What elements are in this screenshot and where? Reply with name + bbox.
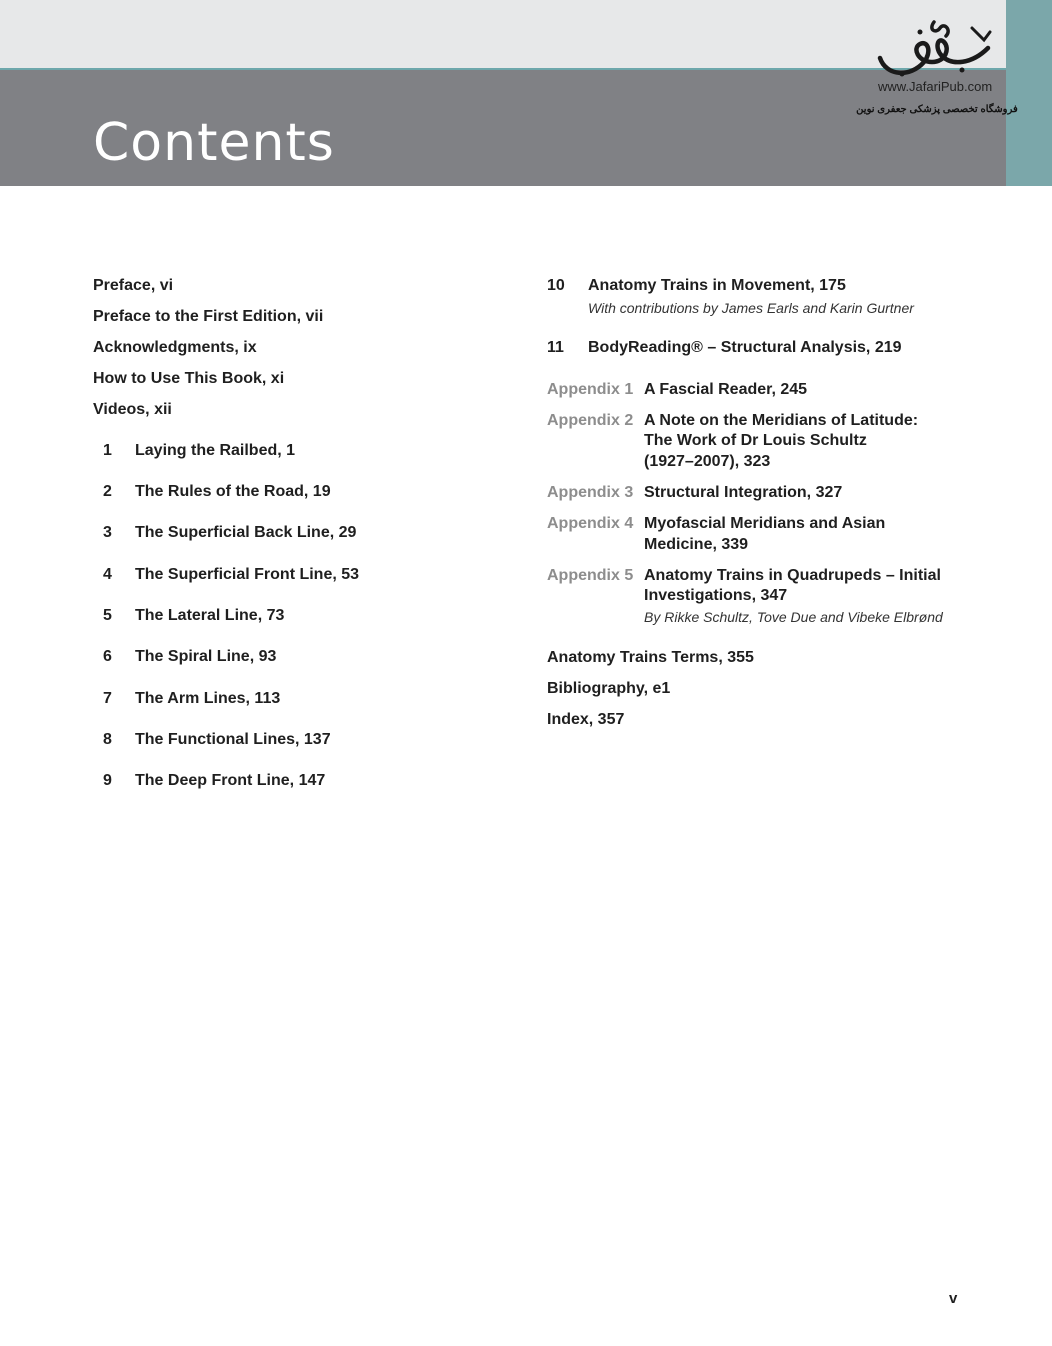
chapter-number: 3 xyxy=(103,524,112,541)
toc-entry-back-matter[interactable]: Bibliography, e1 xyxy=(547,680,671,697)
chapter-number: 11 xyxy=(547,339,564,356)
chapter-number: 4 xyxy=(103,566,112,583)
contributors-note: By Rikke Schultz, Tove Due and Vibeke Elbrønd xyxy=(644,609,943,625)
toc-entry-chapter[interactable]: The Spiral Line, 93 xyxy=(135,648,277,665)
appendix-label: Appendix 2 xyxy=(547,412,634,429)
toc-entry-appendix-continued[interactable]: The Work of Dr Louis Schultz xyxy=(644,432,867,449)
logo-tagline: فروشگاه تخصصی پزشکی جعفری نوین xyxy=(856,104,1018,115)
chapter-number: 10 xyxy=(547,277,565,294)
appendix-label: Appendix 4 xyxy=(547,515,634,532)
toc-entry-chapter[interactable]: The Functional Lines, 137 xyxy=(135,731,331,748)
chapter-number: 6 xyxy=(103,648,112,665)
logo-url-text: www.JafariPub.com xyxy=(878,79,993,94)
toc-entry-chapter[interactable]: Laying the Railbed, 1 xyxy=(135,442,296,459)
appendix-label: Appendix 5 xyxy=(547,567,634,584)
toc-entry-appendix[interactable]: Structural Integration, 327 xyxy=(644,484,843,501)
page-number: v xyxy=(949,1290,958,1307)
toc-entry-chapter[interactable]: The Deep Front Line, 147 xyxy=(135,772,326,789)
toc-entry-chapter[interactable]: The Superficial Front Line, 53 xyxy=(135,566,360,583)
toc-entry-back-matter[interactable]: Index, 357 xyxy=(547,711,625,728)
publisher-logo xyxy=(852,18,1022,122)
toc-entry-back-matter[interactable]: Anatomy Trains Terms, 355 xyxy=(547,649,754,666)
toc-entry-appendix-continued[interactable]: Medicine, 339 xyxy=(644,536,749,553)
chapter-number: 8 xyxy=(103,731,112,748)
chapter-number: 7 xyxy=(103,690,112,707)
toc-entry-appendix[interactable]: A Fascial Reader, 245 xyxy=(644,381,808,398)
toc-entry-front-matter[interactable]: How to Use This Book, xi xyxy=(93,370,285,387)
toc-entry-chapter[interactable]: The Rules of the Road, 19 xyxy=(135,483,331,500)
toc-entry-appendix-continued[interactable]: Investigations, 347 xyxy=(644,587,788,604)
calligraphy-logo-icon xyxy=(876,18,996,80)
chapter-number: 2 xyxy=(103,483,112,500)
appendix-label: Appendix 3 xyxy=(547,484,634,501)
toc-entry-appendix-continued[interactable]: (1927–2007), 323 xyxy=(644,453,771,470)
toc-entry-front-matter[interactable]: Videos, xii xyxy=(93,401,172,418)
chapter-number: 1 xyxy=(103,442,112,459)
toc-entry-front-matter[interactable]: Acknowledgments, ix xyxy=(93,339,257,356)
toc-entry-chapter[interactable]: The Lateral Line, 73 xyxy=(135,607,285,624)
contributors-note: With contributions by James Earls and Karin Gurtner xyxy=(588,300,914,316)
chapter-number: 5 xyxy=(103,607,112,624)
appendix-label: Appendix 1 xyxy=(547,381,634,398)
page-title: Contents xyxy=(93,113,335,173)
toc-entry-chapter[interactable]: The Superficial Back Line, 29 xyxy=(135,524,357,541)
toc-entry-front-matter[interactable]: Preface, vi xyxy=(93,277,174,294)
toc-entry-appendix[interactable]: Anatomy Trains in Quadrupeds – Initial xyxy=(644,567,941,584)
chapter-number: 9 xyxy=(103,772,112,789)
toc-entry-chapter[interactable]: BodyReading® – Structural Analysis, 219 xyxy=(588,339,902,356)
toc-entry-front-matter[interactable]: Preface to the First Edition, vii xyxy=(93,308,324,325)
toc-entry-appendix[interactable]: A Note on the Meridians of Latitude: xyxy=(644,412,919,429)
toc-entry-appendix[interactable]: Myofascial Meridians and Asian xyxy=(644,515,886,532)
toc-entry-chapter[interactable]: Anatomy Trains in Movement, 175 xyxy=(588,277,846,294)
toc-entry-chapter[interactable]: The Arm Lines, 113 xyxy=(135,690,281,707)
